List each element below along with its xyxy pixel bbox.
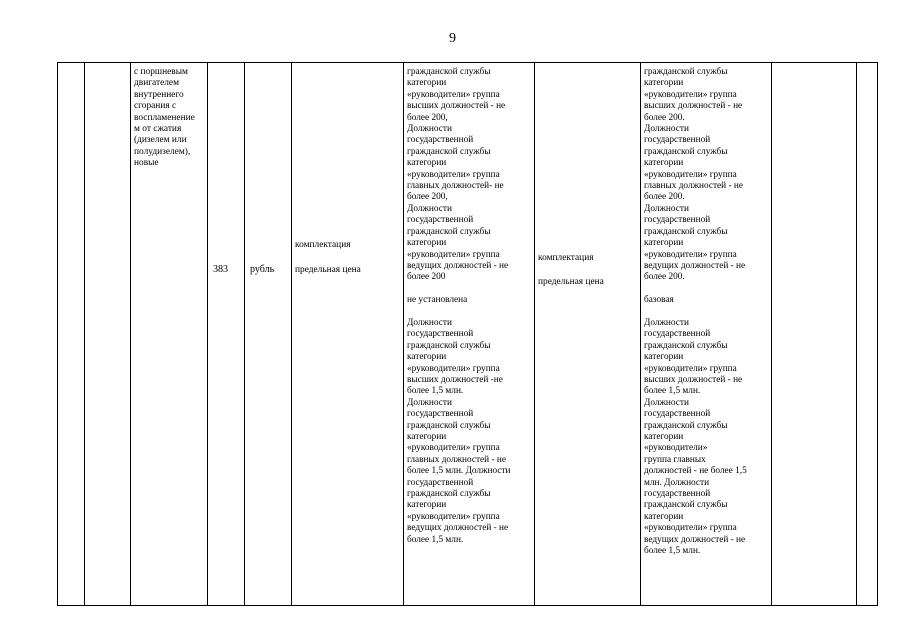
characteristic-b-label-1: комплектация	[538, 253, 594, 263]
cell-unit-code	[208, 63, 245, 606]
item-name-text: с поршневым двигателем внутреннего сгорания с воспламенение м от сжатия (дизелем или полудизелем), новые	[134, 67, 195, 169]
cell-characteristic-b	[535, 63, 641, 606]
characteristic-a-label-1: комплектация	[295, 240, 351, 250]
characteristic-a-label-2: предельная цена	[295, 265, 361, 275]
cell-index	[58, 63, 85, 606]
cell-value-b	[641, 63, 772, 606]
page-number: 9	[449, 31, 456, 46]
cell-value-a	[404, 63, 535, 606]
procurement-table	[57, 62, 878, 606]
cell-characteristic-a	[292, 63, 404, 606]
unit-name-text: рубль	[250, 264, 275, 275]
cell-function	[857, 63, 878, 606]
table-row	[58, 63, 878, 606]
cell-item-name	[131, 63, 208, 606]
cell-justification	[772, 63, 857, 606]
value-b-text: гражданской службы категории «руководители» группа высших должностей - не более 200. Должности государственной гражданской службы категории «руководители» группа главных должностей - не более 200. Должности государственной гражданской службы категории «руководители» группа ведущих должностей - не более 200. базовая Должности государственной гражданской службы категории «руководители» группа высших должностей - не более 1,5 млн. Должности государственной гражданской службы категории «руководители» группа главных должностей - не более 1,5 млн. Должности государственной гражданской службы категории «руководители» группа ведущих должностей - не более 1,5 млн.	[644, 67, 747, 557]
cell-unit-name	[245, 63, 292, 606]
value-a-text: гражданской службы категории «руководители» группа высших должностей - не более 200, Должности государственной гражданской службы категории «руководители» группа главных должностей- не более 200, Должности государственной гражданской службы категории «руководители» группа ведущих должностей - не более 200 не установлена Должности государственной гражданской службы категории «руководители» группа высших должностей -не более 1,5 млн. Должности государственной гражданской службы категории «руководители» группа главных должностей - не более 1,5 млн. Должности государственной гражданской службы категории «руководители» группа ведущих должностей - не более 1,5 млн.	[407, 67, 511, 545]
characteristic-b-label-2: предельная цена	[538, 277, 604, 287]
unit-code-text: 383	[213, 264, 228, 275]
cell-okpd-code	[85, 63, 131, 606]
